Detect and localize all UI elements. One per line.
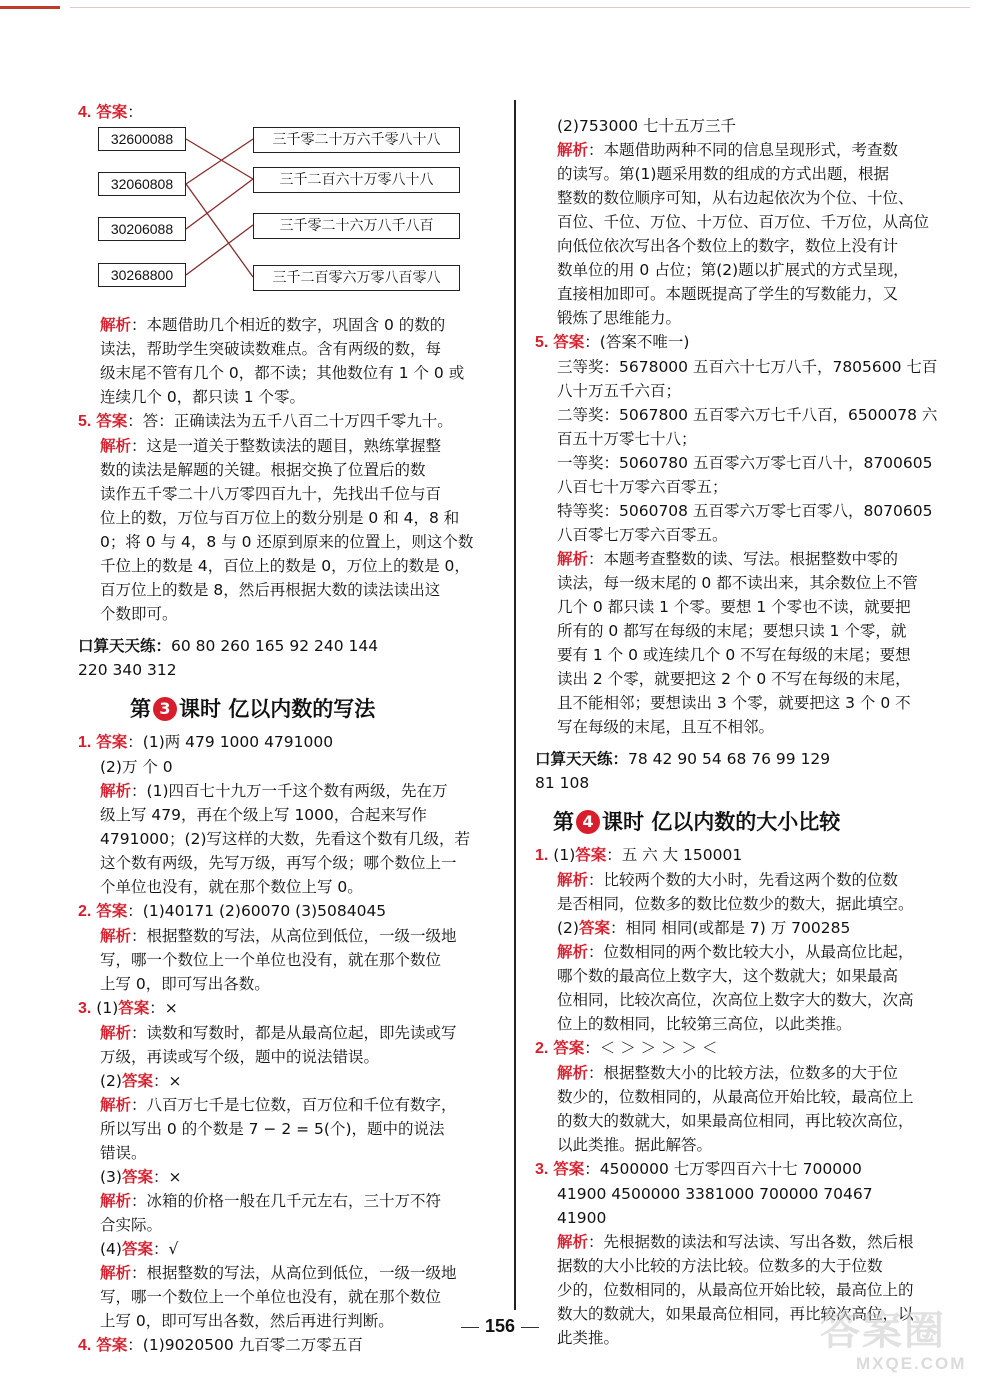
text: 本题借助两种不同的信息呈现形式，考查数 [603, 141, 899, 159]
analysis-line [100, 924, 503, 948]
top-stripe [0, 6, 60, 9]
analysis-line: 是否相同，位数多的数比位数少的数大，据此填空。 [557, 895, 914, 913]
analysis-line: 读法，帮助学生突破读数难点。含有两级的数，每 [100, 340, 442, 358]
colon: ： [131, 1096, 147, 1114]
answer-text: ：答：正确读法为五千八百二十万四千零九十。 [127, 412, 453, 430]
analysis-label: 解析 [557, 1064, 589, 1082]
q-number: 3. [535, 1161, 549, 1178]
analysis-line: 个数即可。 [100, 605, 178, 623]
analysis-label: 解析 [100, 782, 132, 800]
answer-text: ：× [152, 1168, 182, 1186]
answer-label: 答案 [578, 919, 610, 937]
word-box: 三千二百六十万零八十八 [253, 167, 460, 193]
colon: ： [131, 1192, 147, 1210]
analysis-label: 解析 [557, 943, 589, 961]
analysis-line: 据数的大小比较的方法比较。位数多的大于位数 [557, 1257, 883, 1275]
q-number: 5. [535, 334, 549, 351]
analysis-line: 数大的数就大，如果最高位相同，再比较次高位，以 [557, 1305, 914, 1323]
analysis-line: 级上写 479，再在个级上写 1000，合起来写作 [100, 806, 427, 824]
analysis-line: 位上的数，万位与百万位上的数分别是 0 和 4，8 和 [100, 509, 460, 527]
word-box: 三千二百零六万零八百零八 [253, 265, 460, 291]
text: 比较两个数的大小时，先看这两个数的位数 [603, 871, 899, 889]
colon: ： [131, 316, 147, 334]
text: 八百万七千是七位数，百万位和千位有数字， [146, 1096, 457, 1114]
analysis-line: 合实际。 [100, 1216, 163, 1234]
colon: ： [131, 1024, 147, 1042]
text: 位数相同的两个数比较大小，从最高位比起， [603, 943, 914, 961]
answer-label: 答案 [575, 846, 607, 864]
watermark-logo [820, 1308, 990, 1386]
answer-text: ：4500000 七万零四百六十七 700000 [584, 1160, 862, 1178]
part-label: (4) [100, 1240, 122, 1258]
colon: ： [131, 782, 147, 800]
text: 本题考查整数的读、写法。根据整数中零的 [603, 550, 899, 568]
analysis-line: 向低位依次写出各个数位上的数字，数位上没有计 [557, 237, 899, 255]
analysis-line [100, 434, 503, 458]
colon: ： [588, 1064, 604, 1082]
answer-text: ：五 六 大 150001 [606, 846, 743, 864]
s4-question-1 [535, 843, 950, 868]
analysis-line: 千位上的数是 4，百位上的数是 0，万位上的数是 0， [100, 557, 470, 575]
analysis-line: 哪个数的最高位上数字大，这个数就大；如果最高 [557, 967, 899, 985]
match-line-4 [186, 184, 253, 277]
text: 根据整数的写法，从高位到低位，一级一级地 [146, 927, 457, 945]
part-label: (1) [96, 999, 119, 1017]
kousuan-values: 60 80 260 165 92 240 144 [171, 637, 379, 655]
answer-label: 答案 [553, 333, 585, 351]
section-prefix: 第 [130, 697, 151, 721]
analysis-line: 位相同，比较次高位，次高位上数字大的数大，次高 [557, 991, 914, 1009]
analysis-line: 错误。 [100, 1144, 147, 1162]
q-number: 5. [78, 413, 92, 430]
analysis-label: 解析 [557, 871, 589, 889]
colon: ： [131, 1264, 147, 1282]
analysis-line [557, 138, 950, 162]
colon: ： [588, 141, 604, 159]
analysis-line: 4791000；(2)写这样的大数，先看这个数有几级，若 [100, 830, 470, 848]
part-answer [100, 1165, 503, 1189]
analysis-label: 解析 [100, 437, 132, 455]
analysis-line: 写，哪一个数位上一个单位也没有，就在那个数位 [100, 951, 442, 969]
text: 读数和写数时，都是从最高位起，即先读或写 [146, 1024, 457, 1042]
answer-label: 答案 [96, 902, 128, 920]
answer-text: ：× [152, 1072, 182, 1090]
analysis-line: 这个数有两级，先写万级，再写个级；哪个数位上一 [100, 854, 457, 872]
colon: ： [131, 437, 147, 455]
answer-text: ：√ [152, 1240, 179, 1258]
number-box: 30268800 [98, 263, 186, 287]
analysis-line: 百位、千位、万位、十万位、百万位、千万位，从高位 [557, 213, 930, 231]
column-divider [514, 100, 516, 1310]
prize-line: 八百零七万零六百零五。 [557, 526, 728, 544]
analysis-line: 整数的数位顺序可知，从右边起依次为个位、十位、 [557, 189, 914, 207]
analysis-line: 万级，再读或写个级，题中的说法错误。 [100, 1048, 380, 1066]
analysis-line: 读法，每一级末尾的 0 都不读出来，其余数位上不管 [557, 574, 918, 592]
analysis-line [557, 1230, 950, 1254]
analysis-line: 连续几个 0，都只读 1 个零。 [100, 388, 306, 406]
analysis-line: 所以写出 0 的个数是 7 − 2 = 5(个)，题中的说法 [100, 1120, 445, 1138]
answer-text: ：(1)9020500 九百零二万零五百 [127, 1336, 363, 1354]
word-box: 三千零二十万六千零八十八 [253, 127, 460, 153]
number-box: 32600088 [98, 127, 186, 151]
match-line-5 [186, 225, 253, 275]
analysis-line: 直接相加即可。本题既提高了学生的写数能力，又 [557, 285, 899, 303]
part-label: (1) [553, 846, 576, 864]
question-5-answer [78, 409, 503, 434]
kousuan-label: 口算天天练： [78, 637, 172, 655]
watermark-text: 答案圈 [820, 1308, 946, 1354]
answer-text: (2)万 个 0 [100, 758, 173, 776]
part-label: (2) [557, 919, 579, 937]
analysis-line: 位上的数相同，比较第三高位，以此类推。 [557, 1015, 852, 1033]
text: 先根据数的读法和写法读、写出各数，然后根 [603, 1233, 914, 1251]
analysis-line: 的数大的数就大，如果最高位相同，再比较次高位， [557, 1112, 914, 1130]
analysis-line [100, 1261, 503, 1285]
part-label: (3) [100, 1168, 122, 1186]
colon: ： [588, 943, 604, 961]
answer-text: 41900 4500000 3381000 700000 70467 [557, 1185, 873, 1203]
analysis-line: 写，哪一个数位上一个单位也没有，就在那个数位 [100, 1288, 442, 1306]
text: 这是一道关于整数读法的题目，熟练掌握整 [146, 437, 442, 455]
top-decor [0, 0, 1000, 14]
analysis-line [100, 779, 503, 803]
section-number-badge: 4 [576, 810, 600, 834]
analysis-line: 所有的 0 都写在每级的末尾；要想只读 1 个零，就 [557, 622, 907, 640]
text: 本题借助几个相近的数字，巩固含 0 的数的 [146, 316, 446, 334]
matching-diagram [98, 127, 503, 309]
question-5-answer-right [535, 330, 950, 355]
kousuan-practice-right [535, 747, 950, 771]
answer-text: 41900 [557, 1209, 607, 1227]
analysis-line: 上写 0，即可写出各数，然后再进行判断。 [100, 1312, 394, 1330]
answer-label: 答案 [96, 412, 128, 430]
prize-line: 百五十万零七十八； [557, 430, 697, 448]
q-number: 1. [535, 847, 549, 864]
number-box: 32060808 [98, 172, 186, 196]
analysis-label: 解析 [100, 1096, 132, 1114]
analysis-line: 写在每级的末尾，且互不相邻。 [557, 718, 775, 736]
top-rule [70, 7, 970, 8]
prize-line: 三等奖：5678000 五百六十七万八千，7805600 七百 [557, 358, 938, 376]
page-number-text: 156 [484, 1316, 516, 1336]
part-answer [100, 1069, 503, 1093]
analysis-line [100, 1189, 503, 1213]
colon: ： [127, 103, 143, 121]
analysis-label: 解析 [100, 1192, 132, 1210]
analysis-q4 [78, 313, 503, 409]
section-number-badge: 3 [153, 697, 177, 721]
answer-label: 答案 [96, 733, 128, 751]
analysis-label: 解析 [557, 550, 589, 568]
q-number: 4. [78, 1337, 92, 1354]
analysis-line: 上写 0，即可写出各数。 [100, 975, 270, 993]
answer-text: ：× [149, 999, 178, 1017]
kousuan-practice [78, 634, 503, 658]
match-line-3 [186, 179, 253, 229]
kousuan-values: 81 108 [535, 774, 590, 792]
q-number: 1. [78, 734, 92, 751]
prize-line: 八百七十万零六百零五； [557, 478, 728, 496]
analysis-line [100, 313, 503, 337]
answer-text: (2)753000 七十五万三千 [557, 117, 737, 135]
dash [521, 1327, 539, 1328]
answer-text: ：＜ ＞ ＞ ＞ ＞ ＜ [584, 1039, 718, 1057]
section-title-text: 课时 亿以内数的写法 [179, 697, 376, 721]
left-column [78, 100, 503, 1358]
analysis-label: 解析 [557, 141, 589, 159]
s3-question-1 [78, 730, 503, 755]
analysis-line [557, 547, 950, 571]
analysis-line: 读出 2 个零，就要把这 2 个 0 不写在每级的末尾， [557, 670, 911, 688]
part-answer [557, 916, 950, 940]
answer-label: 答案 [96, 1336, 128, 1354]
q-number: 2. [78, 903, 92, 920]
analysis-line: 的读写。第(1)题采用数的组成的方式出题，根据 [557, 165, 889, 183]
colon: ： [588, 550, 604, 568]
analysis-line: 个单位也没有，就在那个数位上写 0。 [100, 878, 363, 896]
analysis-label: 解析 [100, 1024, 132, 1042]
text: 根据整数的写法，从高位到低位，一级一级地 [146, 1264, 457, 1282]
analysis-line: 锻炼了思维能力。 [557, 309, 682, 327]
right-column [535, 114, 950, 1350]
prize-line: 二等奖：5067800 五百零六万七千八百，6500078 六 [557, 406, 938, 424]
analysis-line: 百万位上的数是 8，然后再根据大数的读法读出这 [100, 581, 441, 599]
analysis-line: 且不能相邻；要想读出 3 个零，就要把这 3 个 0 不 [557, 694, 911, 712]
colon: ： [588, 1233, 604, 1251]
analysis-line: 数的读法是解题的关键。根据交换了位置后的数 [100, 461, 426, 479]
answer-label: 答案 [553, 1160, 585, 1178]
s4-question-3 [535, 1157, 950, 1182]
question-4-header [78, 100, 503, 125]
prize-line: 八十万五千六百； [557, 382, 682, 400]
word-box: 三千零二十六万八千八百 [253, 213, 460, 239]
colon: ： [131, 927, 147, 945]
answer-label: 答案 [118, 999, 150, 1017]
analysis-line: 级末尾不管有几个 0，都不读；其他数位有 1 个 0 或 [100, 364, 465, 382]
analysis-line [100, 1021, 503, 1045]
kousuan-values: 220 340 312 [78, 661, 177, 679]
analysis-q5 [78, 434, 503, 626]
kousuan-label: 口算天天练： [535, 750, 629, 768]
answer-label: 答案 [121, 1168, 153, 1186]
watermark-site: MXQE.COM [856, 1354, 967, 1373]
analysis-line: 以此类推。据此解答。 [557, 1136, 713, 1154]
kousuan-values: 78 42 90 54 68 76 99 129 [628, 750, 831, 768]
text: (1)四百七十九万一千这个数有两级，先在万 [146, 782, 448, 800]
analysis-line: 此类推。 [557, 1329, 620, 1347]
analysis-label: 解析 [100, 927, 132, 945]
analysis-label: 解析 [100, 1264, 132, 1282]
s3-question-4 [78, 1333, 503, 1358]
s4-question-2 [535, 1036, 950, 1061]
analysis-line [100, 1093, 503, 1117]
s3-question-2 [78, 899, 503, 924]
answer-text: ：(答案不唯一) [584, 333, 690, 351]
colon: ： [588, 871, 604, 889]
number-box: 30206088 [98, 217, 186, 241]
analysis-line: 数单位的用 0 占位；第(2)题以扩展式的方式呈现， [557, 261, 909, 279]
answer-label: 答案 [121, 1240, 153, 1258]
answer-label: 答案 [121, 1072, 153, 1090]
dash [461, 1327, 479, 1328]
analysis-line: 要有 1 个 0 或连续几个 0 不写在每级的末尾；要想 [557, 646, 911, 664]
analysis-line [557, 940, 950, 964]
analysis-line [557, 868, 950, 892]
part-label: (2) [100, 1072, 122, 1090]
q-number: 2. [535, 1040, 549, 1057]
answer-text: ：(1)40171 (2)60070 (3)5084045 [127, 902, 387, 920]
answer-label: 答案 [553, 1039, 585, 1057]
section-title-4 [535, 801, 950, 843]
prize-line: 一等奖：5060780 五百零六万零七百八十，8700605 [557, 454, 933, 472]
analysis-line: 几个 0 都只读 1 个零。要想 1 个零也不读，就要把 [557, 598, 911, 616]
s3-question-3 [78, 996, 503, 1021]
text: 根据整数大小的比较方法，位数多的大于位 [603, 1064, 899, 1082]
analysis-line: 0；将 0 与 4，8 与 0 还原到原来的位置上，则这个数 [100, 533, 474, 551]
text: 冰箱的价格一般在几千元左右，三十万不符 [146, 1192, 442, 1210]
q-number: 3. [78, 1000, 92, 1017]
page-number [450, 1316, 550, 1337]
section-title-text: 课时 亿以内数的大小比较 [602, 810, 841, 834]
analysis-line: 读作五千零二十八万零四百九十，先找出千位与百 [100, 485, 442, 503]
analysis-line: 数少的，位数相同的，从最高位开始比较，最高位上 [557, 1088, 914, 1106]
section-title-3 [78, 688, 503, 730]
answer-text: ：相同 相同(或都是 7) 万 700285 [609, 919, 851, 937]
analysis-line: 少的，位数相同的，从最高位开始比较，最高位上的 [557, 1281, 914, 1299]
prize-line: 特等奖：5060708 五百零六万零七百零八，8070605 [557, 502, 933, 520]
answer-text: ：(1)两 479 1000 4791000 [127, 733, 334, 751]
analysis-line [557, 1061, 950, 1085]
analysis-label: 解析 [557, 1233, 589, 1251]
section-prefix: 第 [553, 810, 574, 834]
answer-label: 答案 [96, 103, 128, 121]
part-answer [100, 1237, 503, 1261]
analysis-label: 解析 [100, 316, 132, 334]
q-number: 4. [78, 104, 92, 121]
